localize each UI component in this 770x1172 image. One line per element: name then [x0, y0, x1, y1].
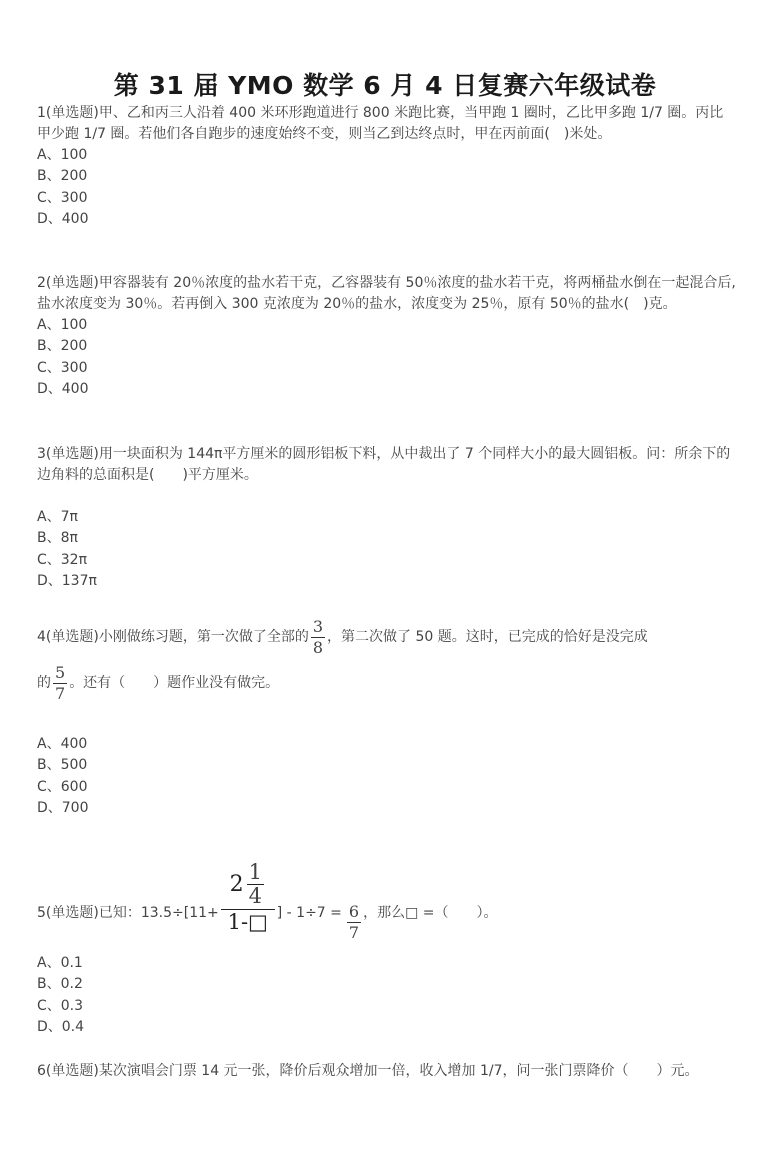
mixed-number-whole: 2 [229, 872, 244, 897]
fraction-numerator: 3 [312, 616, 324, 636]
question-4-text-2: ，第二次做了 50 题。这时，已完成的恰好是没完成 [327, 629, 648, 645]
question-3-option-a: A、7π [37, 509, 78, 525]
question-5 [37, 836, 737, 1038]
question-4-line-2 [37, 662, 737, 704]
question-3-option-b: B、8π [37, 530, 78, 547]
question-5-option-b: B、0.2 [37, 976, 83, 993]
question-4-fraction-2 [53, 664, 67, 703]
question-1-stem: 1(单选题)甲、乙和丙三人沿着 400 米环形跑道进行 800 米跑比赛，当甲跑 1 圈时，乙比甲多跑 1/7 圈。丙比甲少跑 1/7 圈。若他们各自跑步的速度始终不变，则当乙到达终点时，甲在丙前面( )米处。 [37, 105, 724, 142]
question-2-option-d: D、400 [37, 380, 89, 397]
question-2-option-a: A、100 [37, 317, 88, 333]
question-5-option-d: D、0.4 [37, 1018, 85, 1035]
question-5-text-1: 5(单选题)已知：13.5÷[11+ [37, 905, 219, 921]
fraction-denominator: 4 [248, 884, 262, 908]
question-5-complex-fraction [221, 862, 275, 936]
question-3-stem: 3(单选题)用一块面积为 144π平方厘米的圆形铝板下料，从中裁出了 7 个同样大小的最大圆铝板。问：所余下的边角料的总面积是( )平方厘米。 [37, 446, 731, 483]
question-4-text-3: 的 [37, 675, 51, 691]
question-2-option-b: B、200 [37, 338, 88, 355]
mixed-number-fraction [247, 862, 264, 907]
question-1-option-c: C、300 [37, 189, 88, 206]
question-4-text-1: 4(单选题)小刚做练习题，第一次做了全部的 [37, 629, 309, 645]
question-1-option-b: B、200 [37, 168, 88, 185]
question-5-option-c: C、0.3 [37, 997, 84, 1014]
fraction-denominator: 7 [55, 683, 66, 703]
question-5-text-3: ，那么□ =（ ）。 [363, 905, 498, 921]
question-6-stem: 6(单选题)某次演唱会门票 14 元一张，降价后观众增加一倍，收入增加 1/7，问一张门票降价（ ）元。 [37, 1063, 699, 1079]
fraction-denominator: 7 [348, 923, 360, 942]
complex-fraction-denominator: 1-□ [227, 910, 268, 934]
question-4-fraction-1 [311, 618, 325, 657]
page-title: 第 31 届 YMO 数学 6 月 4 日复赛六年级试卷 [113, 71, 657, 100]
question-4-text-4: 。还有（ ）题作业没有做完。 [69, 675, 280, 691]
question-4-option-c: C、600 [37, 778, 88, 795]
fraction-numerator: 1 [248, 860, 262, 884]
question-4 [37, 616, 737, 819]
question-4-option-a: A、400 [37, 736, 88, 752]
question-1-option-a: A、100 [37, 147, 88, 163]
question-1 [37, 103, 737, 230]
question-4-option-b: B、500 [37, 757, 88, 774]
question-5-text-2: ] - 1÷7 = [276, 905, 342, 921]
question-2-option-c: C、300 [37, 359, 88, 376]
question-5-option-a: A、0.1 [37, 955, 83, 971]
question-6 [37, 1061, 737, 1082]
question-4-option-d: D、700 [37, 799, 89, 816]
fraction-numerator: 5 [55, 662, 66, 682]
question-2-stem: 2(单选题)甲容器装有 20％浓度的盐水若干克，乙容器装有 50％浓度的盐水若干克，将两桶盐水倒在一起混合后,盐水浓度变为 30％。若再倒入 300 克浓度为 20％的盐水，浓度变为 25％，原有 50％的盐水( )克。 [37, 275, 736, 312]
question-5-rhs-fraction [347, 903, 361, 942]
fraction-numerator: 6 [348, 902, 360, 921]
question-3 [37, 444, 737, 592]
question-3-option-d: D、137π [37, 572, 97, 589]
question-2 [37, 273, 737, 400]
mixed-number [230, 862, 266, 909]
question-3-option-c: C、32π [37, 551, 88, 568]
question-4-line-1 [37, 616, 737, 658]
fraction-denominator: 8 [312, 637, 324, 657]
question-5-equation [37, 836, 737, 942]
question-1-option-d: D、400 [37, 210, 89, 227]
